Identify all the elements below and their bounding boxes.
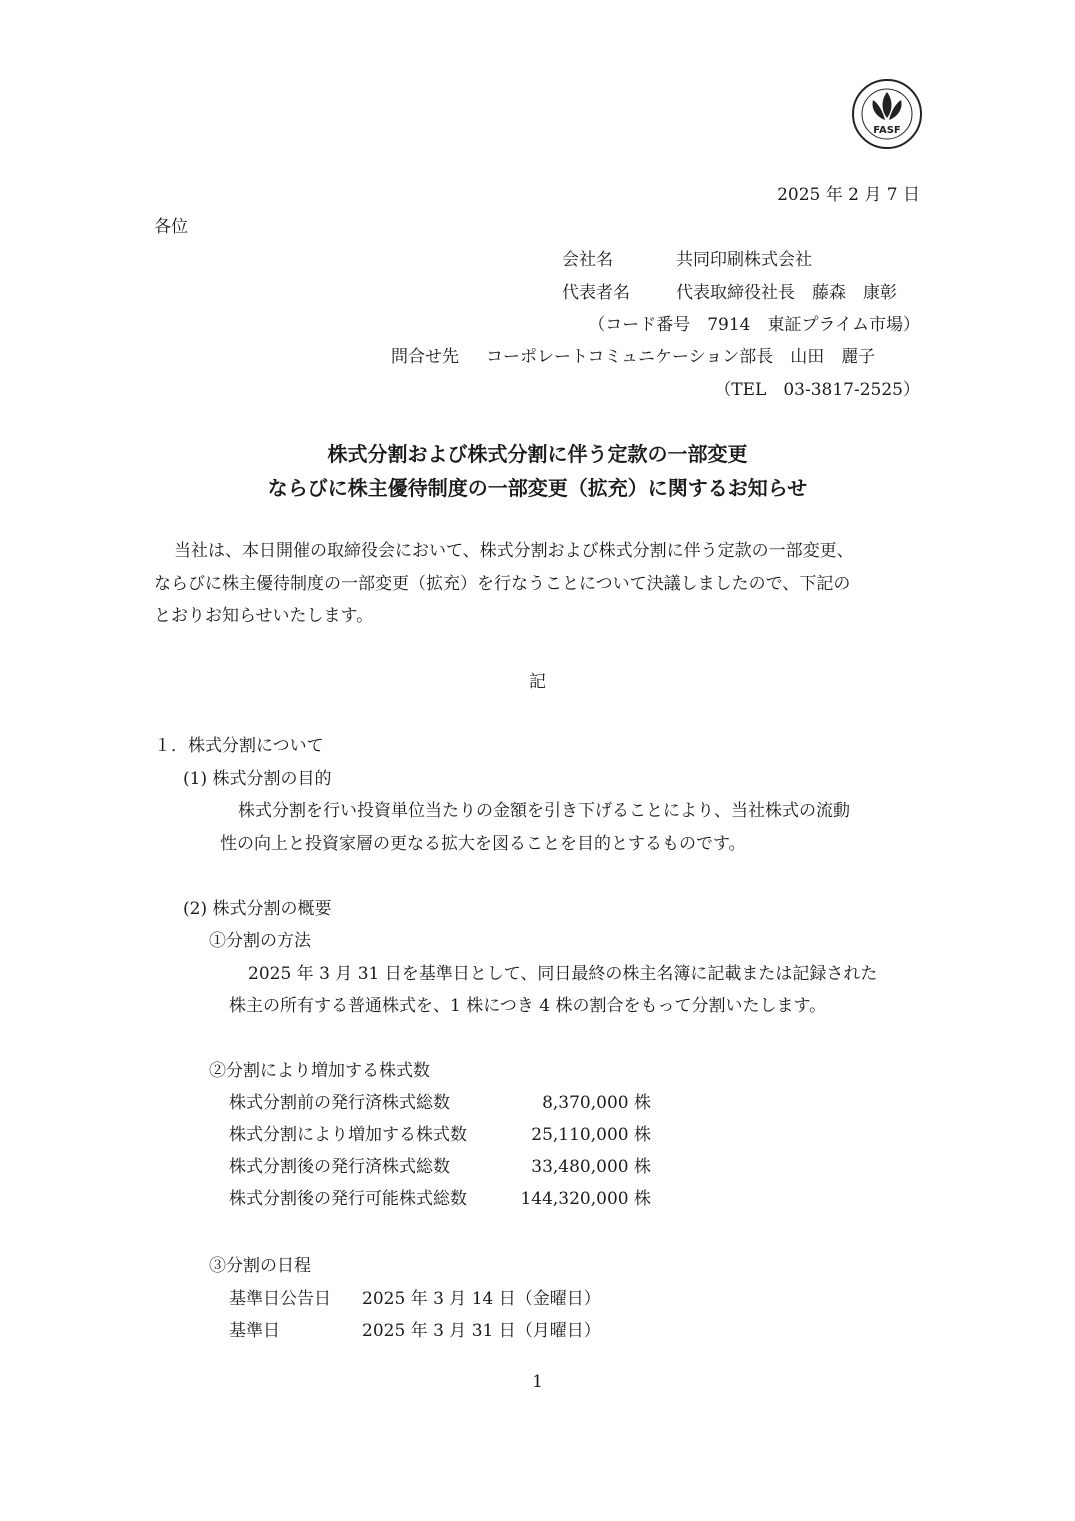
representative-label: 代表者名	[562, 283, 630, 303]
contact-name: コーポレートコミュニケーション部長 山田 麗子	[486, 347, 876, 367]
increase-heading: ②分割により増加する株式数	[209, 1061, 430, 1081]
share-row-label: 株式分割後の発行済株式総数	[229, 1157, 450, 1177]
page-number: 1	[532, 1372, 543, 1392]
share-row-label: 株式分割後の発行可能株式総数	[229, 1189, 467, 1209]
ki-heading: 記	[529, 672, 546, 692]
table-row	[229, 1095, 651, 1127]
notice-date: 2025 年 2 月 7 日	[777, 185, 920, 205]
purpose-line-1: 株式分割を行い投資単位当たりの金額を引き下げることにより、当社株式の流動	[238, 801, 850, 821]
addressee: 各位	[154, 217, 188, 237]
table-row	[229, 1191, 651, 1223]
contact-tel: （TEL 03-3817-2525）	[714, 380, 920, 400]
intro-line-1: 当社は、本日開催の取締役会において、株式分割および株式分割に伴う定款の一部変更、	[174, 541, 854, 561]
share-row-value: 8,370,000 株	[542, 1093, 651, 1113]
table-row	[229, 1323, 601, 1355]
title-line-2: ならびに株主優待制度の一部変更（拡充）に関するお知らせ	[267, 476, 808, 500]
schedule-heading: ③分割の日程	[209, 1256, 311, 1276]
section-1-heading: １．株式分割について	[154, 736, 324, 756]
method-line-2: 株主の所有する普通株式を、1 株につき 4 株の割合をもって分割いたします。	[229, 996, 827, 1016]
table-row	[229, 1159, 651, 1191]
schedule-row-label: 基準日公告日	[229, 1289, 331, 1309]
fasf-logo	[851, 78, 923, 150]
company-label: 会社名	[562, 250, 613, 270]
schedule-row-value: 2025 年 3 月 31 日（月曜日）	[362, 1321, 601, 1341]
share-row-value: 144,320,000 株	[520, 1189, 651, 1209]
schedule-row-value: 2025 年 3 月 14 日（金曜日）	[362, 1289, 601, 1309]
title-line-1: 株式分割および株式分割に伴う定款の一部変更	[327, 442, 748, 466]
share-row-value: 33,480,000 株	[531, 1157, 651, 1177]
share-count-table	[229, 1095, 651, 1223]
logo-text: FASF	[873, 125, 901, 136]
intro-line-3: とおりお知らせいたします。	[154, 606, 374, 626]
purpose-line-2: 性の向上と投資家層の更なる拡大を図ることを目的とするものです。	[220, 834, 746, 854]
share-row-label: 株式分割により増加する株式数	[229, 1125, 467, 1145]
subsection-1-heading: (1) 株式分割の目的	[183, 769, 332, 789]
sprout-icon	[873, 92, 902, 120]
share-row-label: 株式分割前の発行済株式総数	[229, 1093, 450, 1113]
share-row-value: 25,110,000 株	[531, 1125, 651, 1145]
contact-label: 問合せ先	[391, 347, 459, 367]
stock-code-line: （コード番号 7914 東証プライム市場）	[588, 315, 920, 335]
subsection-2-heading: (2) 株式分割の概要	[183, 899, 332, 919]
schedule-table	[229, 1291, 601, 1355]
table-row	[229, 1127, 651, 1159]
representative-name: 代表取締役社長 藤森 康彰	[676, 283, 897, 303]
schedule-row-label: 基準日	[229, 1321, 280, 1341]
method-line-1: 2025 年 3 月 31 日を基準日として、同日最終の株主名簿に記載または記録された	[248, 964, 878, 984]
table-row	[229, 1291, 601, 1323]
method-heading: ①分割の方法	[209, 931, 311, 951]
company-name: 共同印刷株式会社	[676, 250, 812, 270]
intro-line-2: ならびに株主優待制度の一部変更（拡充）を行なうことについて決議しましたので、下記の	[154, 574, 851, 594]
